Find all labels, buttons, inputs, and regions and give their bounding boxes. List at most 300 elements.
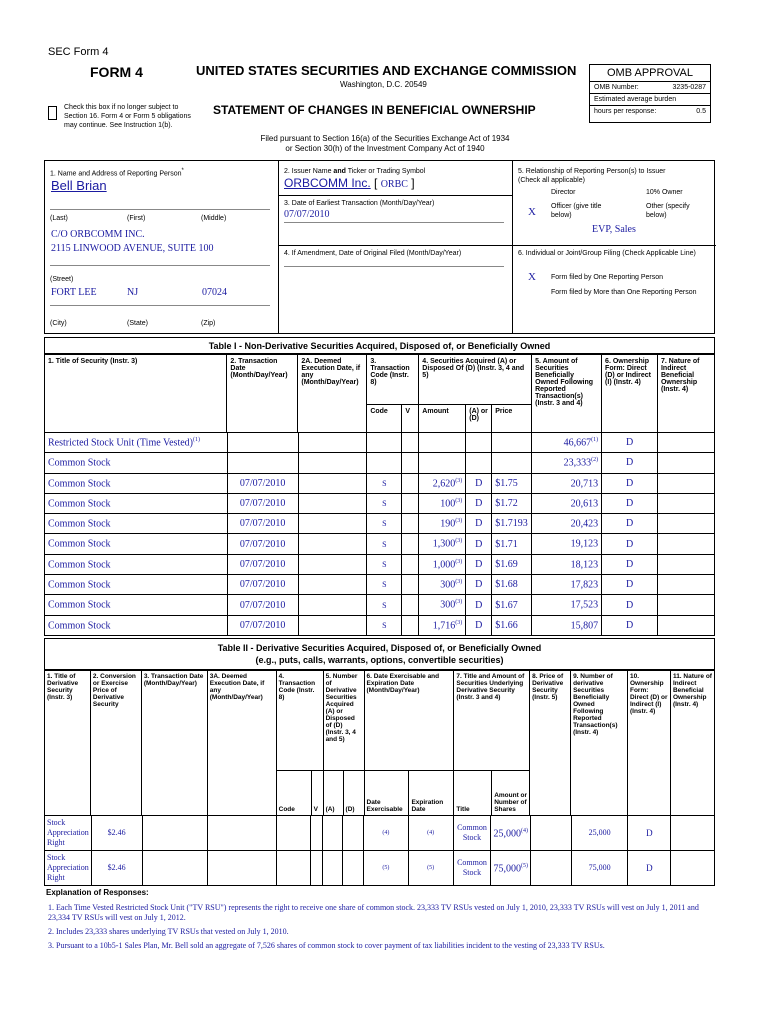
- officer-title: EVP, Sales: [592, 224, 636, 235]
- t2-exp: Expiration Date: [409, 771, 454, 816]
- deemed-date: [298, 433, 367, 453]
- transaction-code: [367, 433, 402, 453]
- price: [492, 453, 532, 473]
- cell-value: Common Stock: [48, 477, 111, 489]
- address-line-1: C/O ORBCOMM INC.: [51, 229, 145, 240]
- acquired: [323, 816, 343, 851]
- cell-value: $1.7193: [495, 518, 528, 530]
- nature: [671, 816, 715, 851]
- cell-value: (5): [382, 865, 390, 871]
- disposed: [343, 851, 364, 886]
- table2-row: [45, 851, 715, 886]
- amount-owned: [532, 534, 602, 554]
- t2-h10: 10. Ownership Form: Direct (D) or Indirect (I) (Instr. 4): [627, 671, 670, 816]
- cell-value: Common Stock: [48, 599, 111, 611]
- v-cell: [402, 493, 419, 513]
- cell-value: Common Stock: [457, 823, 487, 842]
- box2-label: 2. Issuer Name and Ticker or Trading Symbol: [284, 168, 426, 175]
- deemed-date: [298, 534, 367, 554]
- price: [492, 433, 532, 453]
- price: [492, 514, 532, 534]
- table2-header: [44, 670, 715, 816]
- v-cell: [402, 534, 419, 554]
- transaction-code: [367, 554, 402, 574]
- derivative-title: [45, 816, 92, 851]
- burden-label: Estimated average burden: [594, 96, 677, 103]
- v-cell: [311, 851, 323, 886]
- nature: [658, 575, 715, 595]
- transaction-code: [367, 453, 402, 473]
- nature: [658, 554, 715, 574]
- cell-value: S: [382, 499, 387, 509]
- cell-value: S: [382, 580, 387, 590]
- table2-title-line-1: Table II - Derivative Securities Acquired, Disposed of, or Beneficially Owned: [217, 643, 542, 653]
- cell-value: Common Stock: [48, 518, 111, 530]
- cell-value: S: [382, 620, 387, 630]
- cell-value: 1,000: [432, 559, 456, 571]
- v-cell: [402, 433, 419, 453]
- deemed-date: [298, 514, 367, 534]
- footnote-ref: (3): [455, 619, 463, 626]
- t2-h3a: 3A. Deemed Execution Date, if any (Month/Day/Year): [207, 671, 276, 816]
- cell-value: D: [625, 558, 634, 570]
- amount: [419, 514, 466, 534]
- box5-label: 5. Relationship of Reporting Person(s) to Issuer: [518, 168, 666, 175]
- cell-value: 17,523: [570, 599, 599, 611]
- city-label: (City): [50, 320, 67, 327]
- table1-row: [45, 493, 715, 513]
- one-person-label: Form filed by One Reporting Person: [551, 274, 664, 281]
- ownership-form: [602, 473, 658, 493]
- price: [492, 473, 532, 493]
- t2-h9: 9. Number of derivative Securities Beneficially Owned Following Reported Transaction(s) (Instr. 4): [571, 671, 628, 816]
- table1-row: [45, 453, 715, 473]
- t1-h2: 2. Transaction Date (Month/Day/Year): [227, 355, 298, 433]
- amount-owned: [532, 575, 602, 595]
- cell-value: D: [475, 477, 483, 489]
- omb-approval-box: [589, 64, 711, 123]
- amount: [419, 554, 466, 574]
- cell-value: $1.68: [495, 579, 518, 591]
- cell-value: 18,123: [570, 559, 599, 571]
- transaction-code: [367, 615, 402, 635]
- cell-value: D: [475, 579, 483, 591]
- deemed-date: [298, 575, 367, 595]
- t2-a: (A): [323, 771, 343, 816]
- underlying-title: [453, 851, 491, 886]
- ownership-form: [602, 493, 658, 513]
- ownership-form: [628, 851, 671, 886]
- transaction-code: [367, 575, 402, 595]
- acquired-disposed: [466, 534, 492, 554]
- security-title: [45, 554, 228, 574]
- security-title: [45, 534, 228, 554]
- nature: [658, 473, 715, 493]
- cell-value: 25,000: [588, 828, 611, 837]
- t1-amount: Amount: [419, 405, 466, 433]
- t2-v: V: [311, 771, 323, 816]
- transaction-date: [227, 514, 298, 534]
- street-label: (Street): [50, 276, 74, 283]
- cell-value: D: [646, 863, 653, 873]
- amount-owned: [532, 493, 602, 513]
- zip-label: (Zip): [201, 320, 216, 327]
- footnote-ref: (4): [520, 828, 528, 835]
- cell-value: 1,716: [432, 619, 456, 631]
- amount-owned: [532, 453, 602, 473]
- box6-label: 6. Individual or Joint/Group Filing (Check Applicable Line): [518, 250, 696, 257]
- price: [492, 534, 532, 554]
- expiration-date: [408, 816, 453, 851]
- nature: [658, 453, 715, 473]
- acquired-disposed: [466, 595, 492, 615]
- transaction-code: [367, 595, 402, 615]
- t2-h1: 1. Title of Derivative Security (Instr. 3): [45, 671, 91, 816]
- table1-row: [45, 595, 715, 615]
- page-title: UNITED STATES SECURITIES AND EXCHANGE COMMISSION: [196, 63, 577, 78]
- t1-h7: 7. Nature of Indirect Beneficial Ownership (Instr. 4): [657, 355, 714, 433]
- last-label: (Last): [50, 215, 68, 222]
- cell-value: 100: [440, 498, 456, 510]
- cell-value: 23,333: [563, 457, 592, 469]
- nature: [658, 595, 715, 615]
- t1-h1: 1. Title of Security (Instr. 3): [45, 355, 227, 433]
- transaction-date: [227, 615, 298, 635]
- cell-value: 46,667: [563, 437, 592, 449]
- t2-title: Title: [454, 771, 492, 816]
- t2-h4: 4. Transaction Code (Instr. 8): [276, 671, 323, 771]
- cell-value: $1.75: [495, 477, 518, 489]
- form-number: FORM 4: [90, 64, 143, 80]
- cell-value: 07/07/2010: [239, 599, 286, 611]
- cell-value: Stock Appreciation Right: [47, 853, 89, 882]
- nature: [658, 433, 715, 453]
- ten-percent-owner-label: 10% Owner: [646, 189, 683, 196]
- cell-value: Common Stock: [48, 538, 111, 550]
- cell-value: 20,713: [570, 477, 599, 489]
- t2-h6: 6. Date Exercisable and Expiration Date (Month/Day/Year): [364, 671, 454, 771]
- cell-value: Common Stock: [48, 559, 111, 571]
- amount: [419, 595, 466, 615]
- one-person-checkmark: X: [528, 271, 536, 283]
- transaction-date: [227, 453, 298, 473]
- nature: [658, 493, 715, 513]
- cell-value: 07/07/2010: [239, 498, 286, 510]
- cell-value: D: [475, 558, 483, 570]
- t2-h3: 3. Transaction Date (Month/Day/Year): [141, 671, 207, 816]
- nature: [658, 514, 715, 534]
- cell-value: S: [382, 478, 387, 488]
- cell-value: D: [475, 619, 483, 631]
- price: [492, 575, 532, 595]
- cell-value: Stock Appreciation Right: [47, 818, 89, 847]
- explanation-note: 1. Each Time Vested Restricted Stock Unit ("TV RSU") represents the right to receive one share of common stock. 23,333 TV RSUs vested on July 1, 2010, 23,333 TV RSUs will vest on July 1, 2011 and 23,334 TV RSUs will vest on July 1, 2012.: [48, 903, 699, 922]
- price: [492, 554, 532, 574]
- acquired-disposed: [466, 615, 492, 635]
- box1-label: 1. Name and Address of Reporting Person*: [50, 168, 184, 178]
- v-cell: [402, 575, 419, 595]
- table1-body: [44, 432, 715, 636]
- v-cell: [402, 473, 419, 493]
- cell-value: 07/07/2010: [239, 579, 286, 591]
- table2-body: [44, 815, 715, 886]
- cell-value: (5): [427, 865, 435, 871]
- table1-header: [44, 354, 715, 433]
- deemed-date: [298, 554, 367, 574]
- cell-value: 17,823: [570, 579, 599, 591]
- amount-owned: [532, 554, 602, 574]
- acquired-disposed: [466, 554, 492, 574]
- v-cell: [311, 816, 323, 851]
- table1-title: Table I - Non-Derivative Securities Acquired, Disposed of, or Beneficially Owned: [44, 337, 715, 354]
- price: [492, 493, 532, 513]
- cell-value: (4): [382, 830, 390, 836]
- t1-h4: 4. Securities Acquired (A) or Disposed Of (D) (Instr. 3, 4 and 5): [419, 355, 532, 405]
- filed-pursuant: [255, 134, 515, 154]
- footnote-ref: (3): [455, 497, 463, 504]
- expiration-date: [408, 851, 453, 886]
- cell-value: 15,807: [570, 619, 599, 631]
- washington-line: Washington, D.C. 20549: [340, 80, 427, 89]
- t2-h8: 8. Price of Derivative Security (Instr. 5): [530, 671, 571, 816]
- code: [276, 816, 311, 851]
- cell-value: $2.46: [107, 828, 126, 837]
- cell-value: S: [382, 559, 387, 569]
- city-value: FORT LEE: [51, 287, 97, 298]
- cell-value: Common Stock: [48, 579, 111, 591]
- t2-amt-shares: Amount or Number of Shares: [492, 771, 530, 816]
- price: [492, 595, 532, 615]
- transaction-date: [227, 534, 298, 554]
- omb-title: OMB APPROVAL: [590, 65, 710, 82]
- issuer-link[interactable]: ORBCOMM Inc.: [284, 176, 371, 190]
- deemed-date: [298, 493, 367, 513]
- acquired-disposed: [466, 453, 492, 473]
- t2-h2: 2. Conversion or Exercise Price of Derivative Security: [90, 671, 141, 816]
- security-title: [45, 595, 228, 615]
- hours-label: hours per response:: [594, 108, 657, 115]
- cell-value: Common Stock: [48, 619, 111, 631]
- cell-value: 07/07/2010: [239, 518, 286, 530]
- transaction-code: [367, 473, 402, 493]
- officer-checkmark: X: [528, 206, 536, 218]
- cell-value: Common Stock: [457, 858, 487, 877]
- cell-value: 300: [440, 599, 456, 611]
- earliest-transaction-date: 07/07/2010: [284, 209, 330, 220]
- nature: [658, 534, 715, 554]
- cell-value: $1.66: [495, 619, 518, 631]
- date-exercisable: [364, 851, 409, 886]
- t2-h5: 5. Number of Derivative Securities Acquired (A) or Disposed of (D) (Instr. 3, 4 and 5): [323, 671, 364, 771]
- omb-number-label: OMB Number:: [594, 84, 639, 91]
- sec-form-label: SEC Form 4: [48, 46, 109, 58]
- ownership-form: [602, 514, 658, 534]
- table1-row: [45, 554, 715, 574]
- t2-d: (D): [343, 771, 364, 816]
- officer-label: Officer (give title below): [551, 203, 602, 219]
- cell-value: Common Stock: [48, 457, 111, 469]
- table2-row: [45, 816, 715, 851]
- transaction-date: [227, 473, 298, 493]
- cell-value: 20,613: [570, 498, 599, 510]
- transaction-date: [227, 433, 298, 453]
- security-title: [45, 493, 228, 513]
- security-title: [45, 514, 228, 534]
- cell-value: S: [382, 519, 387, 529]
- cell-value: 19,123: [570, 538, 599, 550]
- table1-row: [45, 433, 715, 453]
- reporting-person-name[interactable]: Bell Brian: [51, 178, 107, 193]
- acquired-disposed: [466, 575, 492, 595]
- t2-date-ex: Date Exercisable: [364, 771, 409, 816]
- nature: [671, 851, 715, 886]
- cell-value: D: [625, 437, 634, 449]
- cell-value: D: [475, 498, 483, 510]
- cell-value: D: [625, 498, 634, 510]
- footnote-ref: (1): [591, 436, 599, 443]
- table1-row: [45, 575, 715, 595]
- acquired-disposed: [466, 473, 492, 493]
- transaction-code: [367, 493, 402, 513]
- cell-value: (4): [427, 830, 435, 836]
- derivative-price: [530, 851, 571, 886]
- cell-value: D: [625, 538, 634, 550]
- table2-title: [44, 638, 715, 670]
- middle-label: (Middle): [201, 215, 227, 222]
- cell-value: Common Stock: [48, 498, 111, 510]
- amount: [419, 433, 466, 453]
- amount-owned: [532, 473, 602, 493]
- transaction-date: [142, 816, 208, 851]
- footnote-ref: (3): [455, 477, 463, 484]
- t2-h11: 11. Nature of Indirect Beneficial Ownership (Instr. 4): [670, 671, 714, 816]
- cell-value: 20,423: [570, 518, 599, 530]
- cell-value: D: [646, 828, 653, 838]
- transaction-date: [227, 575, 298, 595]
- explanation-note: 3. Pursuant to a 10b5-1 Sales Plan, Mr. Bell sold an aggregate of 7,526 shares of common stock to cover payment of tax liabilities incident to the vesting of 23,333 TV RSUs.: [48, 941, 605, 950]
- derivative-owned: [571, 816, 628, 851]
- footnote-ref: (3): [455, 599, 463, 606]
- explanation-title: Explanation of Responses:: [46, 888, 149, 897]
- conversion-price: [91, 816, 142, 851]
- other-label: Other (specify below): [646, 203, 690, 219]
- t1-code: Code: [367, 405, 402, 433]
- amount: [419, 453, 466, 473]
- t1-h2a: 2A. Deemed Execution Date, if any (Month/Day/Year): [298, 355, 367, 433]
- cell-value: 07/07/2010: [239, 619, 286, 631]
- cell-value: 300: [440, 579, 456, 591]
- explanation-notes: [48, 903, 713, 955]
- cell-value: $2.46: [107, 863, 126, 872]
- amount: [419, 493, 466, 513]
- cell-value: D: [475, 518, 483, 530]
- box3-label: 3. Date of Earliest Transaction (Month/Day/Year): [284, 200, 435, 207]
- cell-value: Restricted Stock Unit (Time Vested): [48, 437, 193, 449]
- cell-value: $1.67: [495, 599, 518, 611]
- amount: [419, 534, 466, 554]
- v-cell: [402, 595, 419, 615]
- cell-value: $1.72: [495, 498, 518, 510]
- ownership-form: [602, 595, 658, 615]
- cell-value: S: [382, 539, 387, 549]
- deemed-date: [208, 851, 277, 886]
- hours-value: 0.5: [696, 108, 706, 115]
- transaction-date: [227, 595, 298, 615]
- t2-code: Code: [276, 771, 311, 816]
- ticker-symbol: ORBC: [380, 179, 408, 190]
- t1-h6: 6. Ownership Form: Direct (D) or Indirect (I) (Instr. 4): [602, 355, 658, 433]
- zip-value: 07024: [202, 287, 227, 298]
- cell-value: D: [625, 579, 634, 591]
- transaction-date: [142, 851, 208, 886]
- security-title: [45, 473, 228, 493]
- ownership-form: [602, 615, 658, 635]
- more-person-label: Form filed by More than One Reporting Person: [551, 289, 697, 296]
- state-value: NJ: [127, 287, 139, 298]
- acquired: [323, 851, 343, 886]
- transaction-code: [367, 514, 402, 534]
- first-label: (First): [127, 215, 146, 222]
- price: [492, 615, 532, 635]
- nature: [658, 615, 715, 635]
- cell-value: 75,000: [493, 863, 521, 875]
- explanation-note: 2. Includes 23,333 shares underlying TV RSUs that vested on July 1, 2010.: [48, 927, 289, 936]
- v-cell: [402, 554, 419, 574]
- deemed-date: [208, 816, 277, 851]
- conversion-price: [91, 851, 142, 886]
- footnote-ref: (2): [591, 457, 599, 464]
- transaction-code: [367, 534, 402, 554]
- cell-value: 75,000: [588, 863, 611, 872]
- cell-value: $1.71: [495, 538, 518, 550]
- underlying-title: [453, 816, 491, 851]
- t1-ad: (A) or (D): [466, 405, 492, 433]
- director-label: Director: [551, 189, 576, 196]
- cell-value: D: [475, 538, 483, 550]
- deemed-date: [298, 453, 367, 473]
- cell-value: D: [625, 619, 634, 631]
- acquired-disposed: [466, 514, 492, 534]
- amount: [419, 473, 466, 493]
- transaction-date: [227, 493, 298, 513]
- security-title: [45, 453, 228, 473]
- amount-owned: [532, 514, 602, 534]
- disposed: [343, 816, 364, 851]
- no-longer-subject-checkbox[interactable]: [48, 106, 57, 120]
- amount: [419, 575, 466, 595]
- security-title: [45, 575, 228, 595]
- cell-value: 07/07/2010: [239, 538, 286, 550]
- box5-sub: (Check all applicable): [518, 177, 585, 184]
- security-title: [45, 615, 228, 635]
- checkbox-text: Check this box if no longer subject to Section 16. Form 4 or Form 5 obligations may continue. See Instruction 1(b).: [64, 104, 191, 129]
- t1-v: V: [402, 405, 419, 433]
- omb-number-value: 3235-0287: [672, 84, 706, 91]
- ownership-form: [602, 534, 658, 554]
- table1-row: [45, 534, 715, 554]
- issuer-name: ORBCOMM Inc. [ ORBC ]: [284, 176, 415, 190]
- ownership-form: [602, 433, 658, 453]
- cell-value: D: [475, 599, 483, 611]
- ownership-form: [602, 575, 658, 595]
- box4-label: 4. If Amendment, Date of Original Filed (Month/Day/Year): [284, 250, 462, 257]
- footnote-ref: (3): [455, 558, 463, 565]
- deemed-date: [298, 595, 367, 615]
- date-exercisable: [364, 816, 409, 851]
- cell-value: 07/07/2010: [239, 558, 286, 570]
- filed-line-2: or Section 30(h) of the Investment Company Act of 1940: [285, 144, 485, 153]
- underlying-shares: [491, 816, 531, 851]
